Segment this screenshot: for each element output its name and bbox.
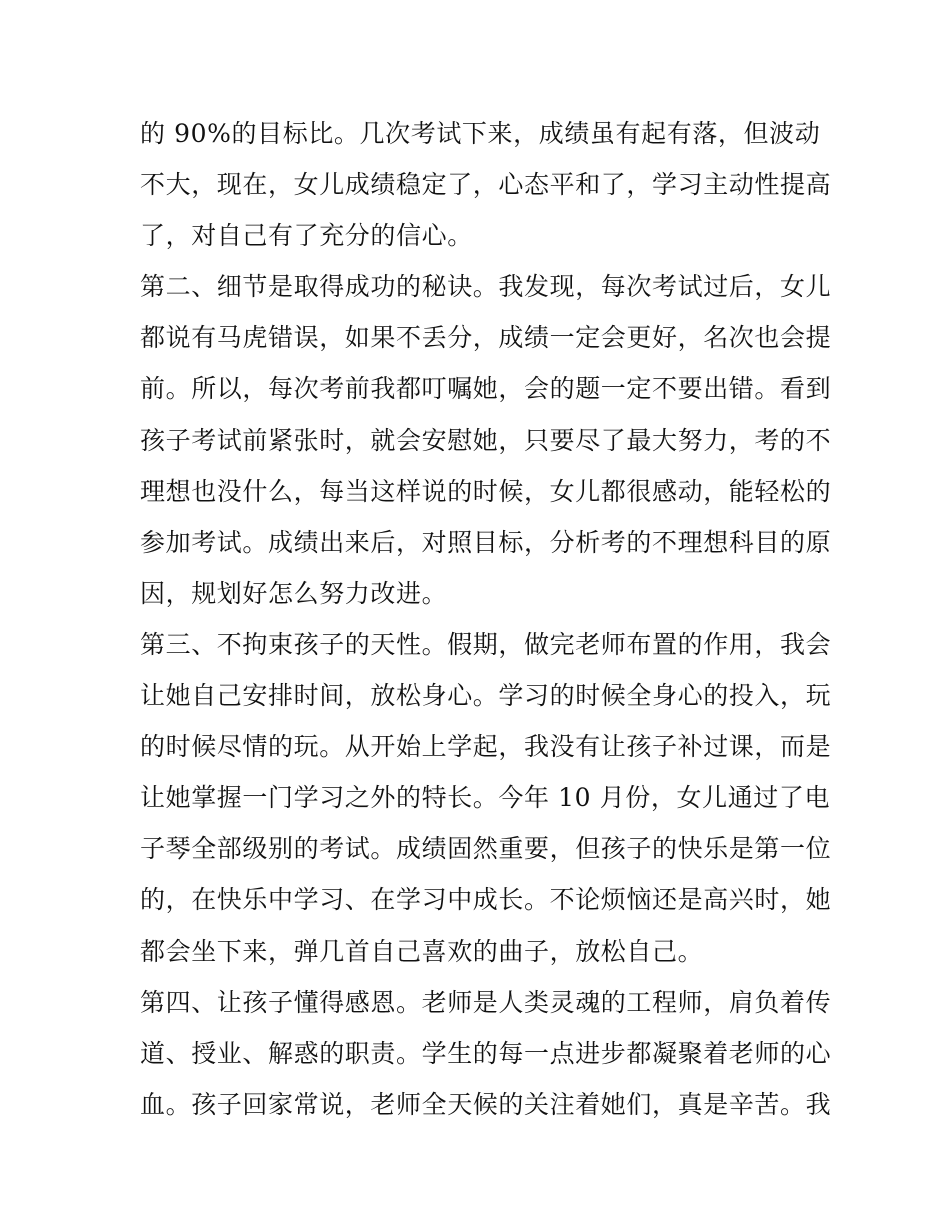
text-line: 道、授业、解惑的职责。学生的每一点进步都凝聚着老师的心 bbox=[140, 1038, 832, 1068]
text-line: 参加考试。成绩出来后，对照目标，分析考的不理想科目的原 bbox=[140, 527, 832, 557]
text-line: 第四、让孩子懂得感恩。老师是人类灵魂的工程师，肩负着传 bbox=[140, 987, 832, 1017]
text-line: 都会坐下来，弹几首自己喜欢的曲子，放松自己。 bbox=[140, 936, 704, 966]
body-text bbox=[140, 108, 832, 1130]
text-line: 的时候尽情的玩。从开始上学起，我没有让孩子补过课，而是 bbox=[140, 732, 832, 762]
text-line: 让她自己安排时间，放松身心。学习的时候全身心的投入，玩 bbox=[140, 681, 832, 711]
text-line: 理想也没什么，每当这样说的时候，女儿都很感动，能轻松的 bbox=[140, 476, 832, 506]
text-line: 的 90%的目标比。几次考试下来，成绩虽有起有落，但波动 bbox=[140, 119, 821, 148]
text-line: 不大，现在，女儿成绩稳定了，心态平和了，学习主动性提高 bbox=[140, 170, 832, 200]
text-line: 血。孩子回家常说，老师全天候的关注着她们，真是辛苦。我 bbox=[140, 1089, 832, 1119]
text-line: 前。所以，每次考前我都叮嘱她，会的题一定不要出错。看到 bbox=[140, 374, 832, 404]
text-line: 的，在快乐中学习、在学习中成长。不论烦恼还是高兴时，她 bbox=[140, 885, 832, 915]
text-line: 第三、不拘束孩子的天性。假期，做完老师布置的作用，我会 bbox=[140, 629, 832, 659]
text-line: 都说有马虎错误，如果不丢分，成绩一定会更好，名次也会提 bbox=[140, 323, 832, 353]
text-line: 孩子考试前紧张时，就会安慰她，只要尽了最大努力，考的不 bbox=[140, 425, 832, 455]
text-line: 让她掌握一门学习之外的特长。今年 10 月份，女儿通过了电 bbox=[140, 783, 831, 813]
text-line: 因，规划好怎么努力改进。 bbox=[140, 578, 448, 608]
text-line: 了，对自己有了充分的信心。 bbox=[140, 221, 473, 251]
text-line: 子琴全部级别的考试。成绩固然重要，但孩子的快乐是第一位 bbox=[140, 834, 832, 864]
text-line: 第二、细节是取得成功的秘诀。我发现，每次考试过后，女儿 bbox=[140, 272, 832, 302]
